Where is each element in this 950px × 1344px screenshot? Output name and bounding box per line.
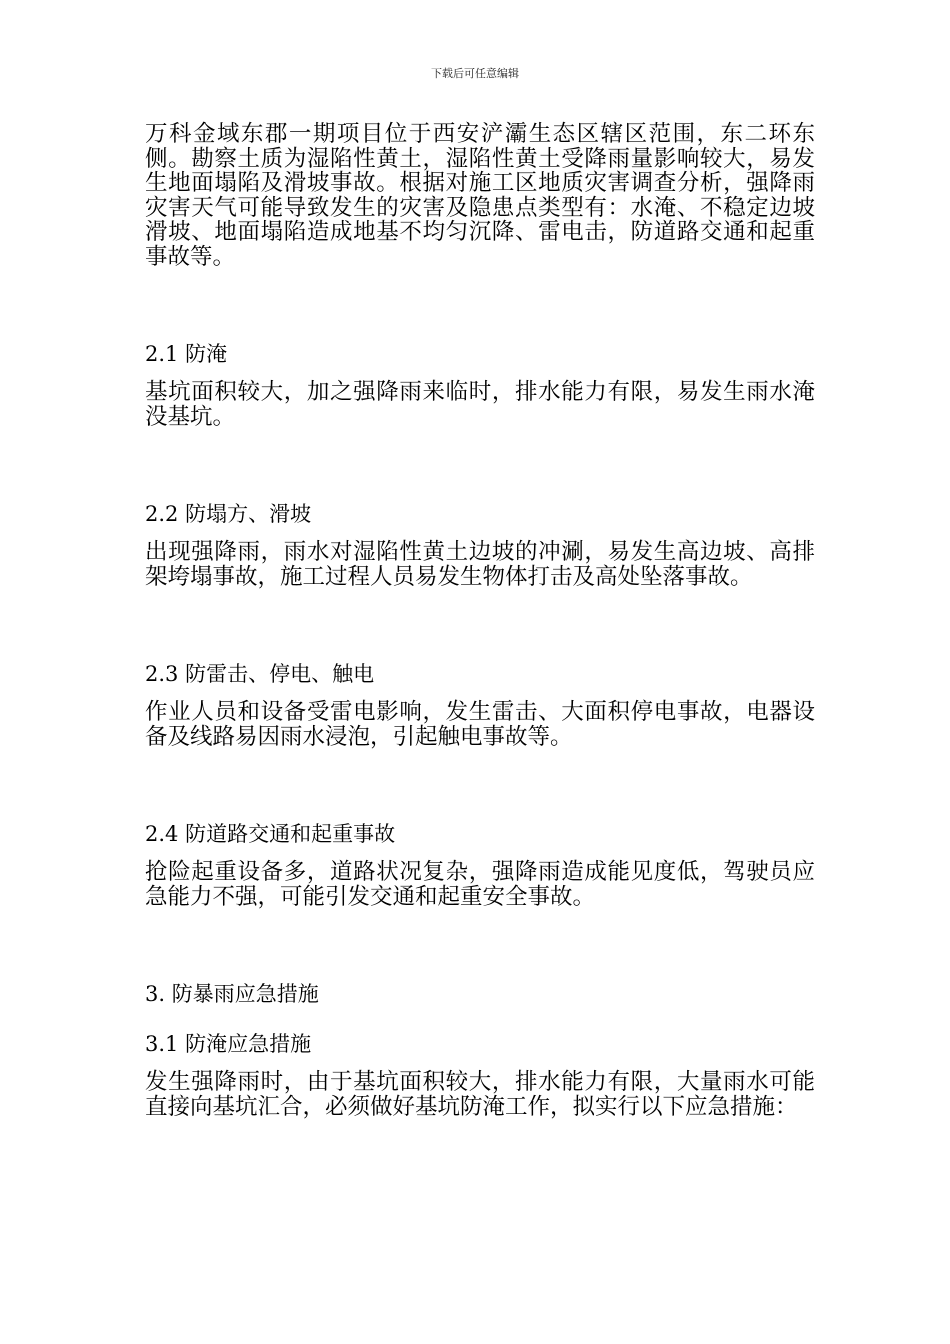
section-body-2-3: 作业人员和设备受雷电影响，发生雷击、大面积停电事故，电器设备及线路易因雨水浸泡，引起触电事故等。 [145, 699, 815, 750]
section-heading-3-1: 3.1 防淹应急措施 [145, 1032, 312, 1056]
spacer [145, 1006, 815, 1032]
section-heading-2-1: 2.1 防淹 [145, 342, 228, 366]
section-heading-2-3: 2.3 防雷击、停电、触电 [145, 662, 375, 686]
section-body-2-1: 基坑面积较大，加之强降雨来临时，排水能力有限，易发生雨水淹没基坑。 [145, 379, 815, 430]
document-body [145, 122, 815, 1119]
intro-paragraph: 万科金域东郡一期项目位于西安浐灞生态区辖区范围，东二环东侧。勘察土质为湿陷性黄土，湿陷性黄土受降雨量影响较大，易发生地面塌陷及滑坡事故。根据对施工区地质灾害调查分析，强降雨灾害天气可能导致发生的灾害及隐患点类型有：水淹、不稳定边坡滑坡、地面塌陷造成地基不均匀沉降、雷电击，防道路交通和起重事故等。 [145, 121, 815, 270]
section-body-2-4: 抢险起重设备多，道路状况复杂，强降雨造成能见度低，驾驶员应急能力不强，可能引发交通和起重安全事故。 [145, 859, 815, 910]
spacer [145, 269, 815, 342]
spacer [145, 1056, 815, 1070]
spacer [145, 749, 815, 822]
spacer [145, 846, 815, 860]
section-heading-2-4: 2.4 防道路交通和起重事故 [145, 822, 396, 846]
spacer [145, 526, 815, 540]
section-body-3-1: 发生强降雨时，由于基坑面积较大，排水能力有限，大量雨水可能直接向基坑汇合，必须做好基坑防淹工作，拟实行以下应急措施： [145, 1069, 815, 1120]
spacer [145, 909, 815, 982]
spacer [145, 366, 815, 380]
section-heading-2-2: 2.2 防塌方、滑坡 [145, 502, 312, 526]
section-heading-3: 3. 防暴雨应急措施 [145, 982, 319, 1006]
spacer [145, 686, 815, 700]
page-header-note: 下载后可任意编辑 [431, 67, 519, 80]
spacer [145, 589, 815, 662]
spacer [145, 429, 815, 502]
section-body-2-2: 出现强降雨，雨水对湿陷性黄土边坡的冲涮，易发生高边坡、高排架垮塌事故，施工过程人员易发生物体打击及高处坠落事故。 [145, 539, 815, 590]
